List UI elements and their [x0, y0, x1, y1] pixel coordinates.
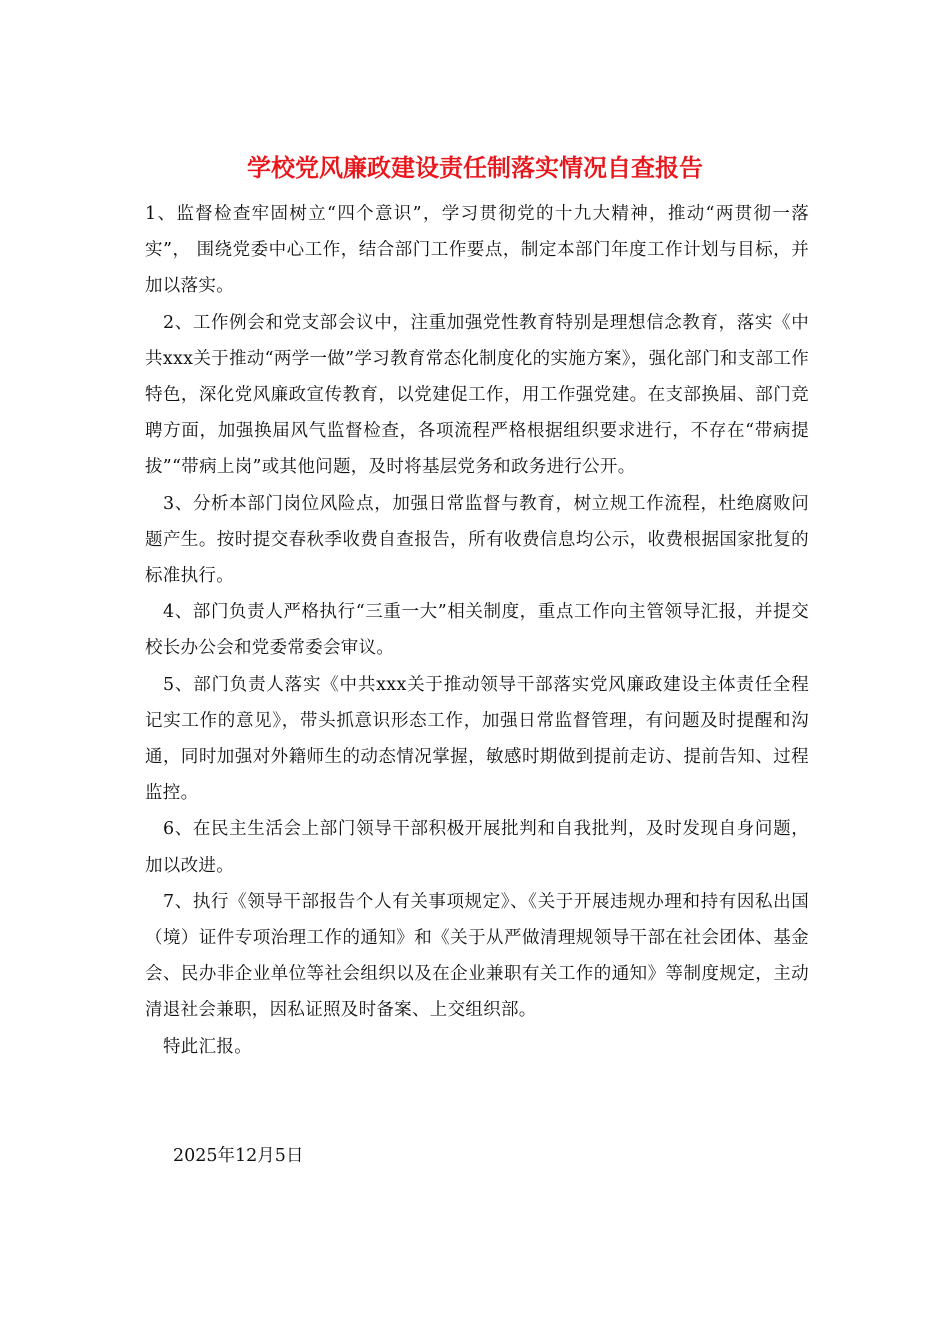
document-body — [145, 196, 809, 1065]
paragraph-3: 3、分析本部门岗位风险点，加强日常监督与教育，树立规工作流程，杜绝腐败问题产生。按时提交春秋季收费自查报告，所有收费信息均公示，收费根据国家批复的标准执行。 — [145, 493, 809, 587]
paragraph-6: 6、在民主生活会上部门领导干部积极开展批判和自我批判，及时发现自身问题，加以改进。 — [145, 819, 809, 876]
closing-remark: 特此汇报。 — [163, 1036, 252, 1057]
paragraph-5: 5、部门负责人落实《中共xxx关于推动领导干部落实党风廉政建设主体责任全程记实工作的意见》，带头抓意识形态工作，加强日常监督管理，有问题及时提醒和沟通，同时加强对外籍师生的动态情况掌握，敏感时期做到提前走访、提前告知、过程监控。 — [145, 674, 809, 804]
document-title: 学校党风廉政建设责任制落实情况自查报告 — [247, 153, 703, 182]
paragraph-1: 1、监督检查牢固树立“四个意识”，学习贯彻党的十九大精神，推动“两贯彻一落实”， 围绕党委中心工作，结合部门工作要点，制定本部门年度工作计划与目标，并加以落实。 — [145, 204, 809, 297]
paragraph-2: 2、工作例会和党支部会议中，注重加强党性教育特别是理想信念教育，落实《中共xxx关于推动“两学一做”学习教育常态化制度化的实施方案》，强化部门和支部工作特色，深化党风廉政宣传教育，以党建促工作，用工作强党建。在支部换届、部门竞聘方面，加强换届风气监督检查，各项流程严格根据组织要求进行，不存在“带病提拔”“带病上岗”或其他问题，及时将基层党务和政务进行公开。 — [145, 312, 809, 478]
document-date: 2025年12月5日 — [173, 1146, 304, 1166]
paragraph-4: 4、部门负责人严格执行“三重一大”相关制度，重点工作向主管领导汇报，并提交校长办公会和党委常委会审议。 — [145, 602, 809, 659]
paragraph-7: 7、执行《领导干部报告个人有关事项规定》、《关于开展违规办理和持有因私出国（境）证件专项治理工作的通知》和《关于从严做清理规领导干部在社会团体、基金会、民办非企业单位等社会组织以及在企业兼职有关工作的通知》等制度规定，主动清退社会兼职，因私证照及时备案、上交组织部。 — [145, 891, 809, 1021]
